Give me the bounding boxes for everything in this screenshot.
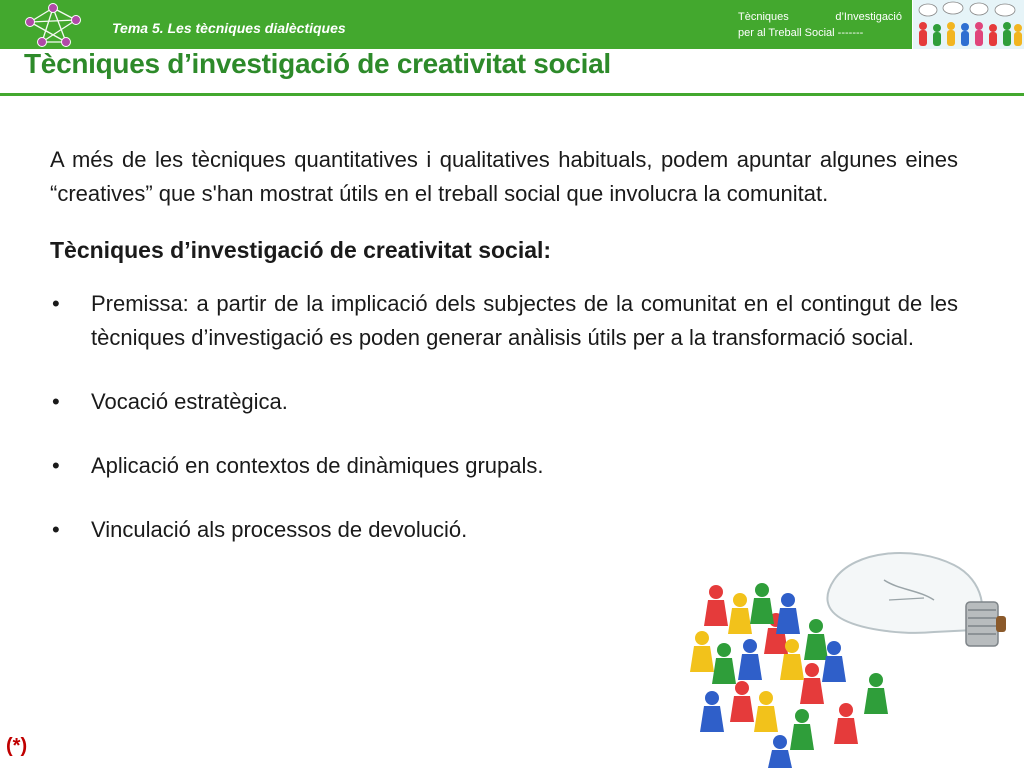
people-speech-bubbles-image	[913, 0, 1024, 49]
intro-paragraph: A més de les tècniques quantitatives i qualitatives habituals, podem apuntar algunes eines “creatives” que s'han mostrat útils en el treball social que involucra la comunitat.	[50, 147, 958, 206]
bullet-glyph: •	[52, 453, 60, 478]
bullet-list	[50, 287, 958, 547]
bullet-item	[50, 287, 958, 355]
header-topic: Tema 5. Les tècniques dialèctiques	[112, 20, 346, 36]
lightbulb-icon	[827, 553, 1006, 646]
bullet-item	[50, 385, 958, 419]
course-title-part2: d’Investigació	[835, 11, 902, 23]
bullet-text: Vinculació als processos de devolució.	[91, 517, 468, 542]
bullet-text: Vocació estratègica.	[91, 389, 288, 414]
footnote-marker: (*)	[6, 735, 28, 757]
section-subheading: Tècniques d’investigació de creativitat social:	[50, 237, 552, 263]
title-divider	[0, 93, 1024, 96]
bullet-text: Premissa: a partir de la implicació dels subjectes de la comunitat en el contingut de les tècniques d’investigació es poden generar anàlisis útils per a la transformació social.	[91, 291, 958, 350]
course-title	[738, 9, 902, 41]
bullet-item	[50, 449, 650, 483]
bullet-glyph: •	[52, 389, 60, 414]
slide-body	[50, 143, 958, 577]
slide-title: Tècniques d’investigació de creativitat social	[24, 48, 611, 79]
bullet-text: Aplicació en contextos de dinàmiques grupals.	[91, 453, 544, 478]
bullet-glyph: •	[52, 291, 60, 316]
lightbulb-and-game-pieces-image	[684, 520, 1024, 768]
bullet-item	[50, 513, 650, 547]
course-title-part1: Tècniques	[738, 11, 789, 23]
network-logo-icon	[20, 2, 86, 48]
course-title-part3: per al Treball Social -------	[738, 27, 864, 39]
bullet-glyph: •	[52, 517, 60, 542]
